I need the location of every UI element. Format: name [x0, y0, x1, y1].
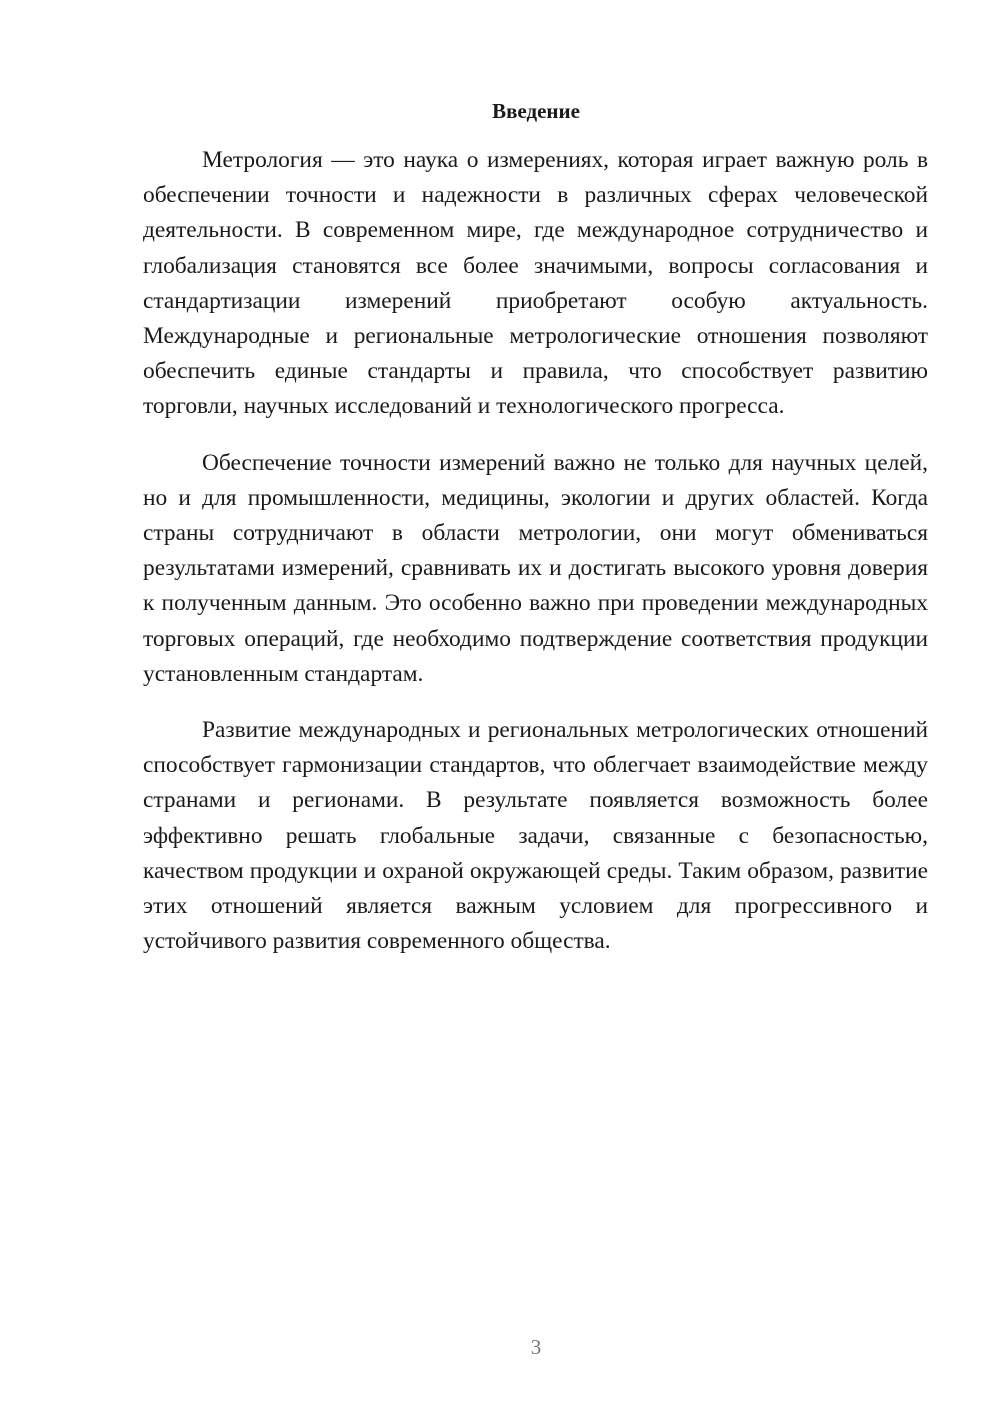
paragraph-1: Метрология — это наука о измерениях, которая играет важную роль в обеспечении точности и надежности в различных сферах человеческой деятельности. В современном мире, где международное сотрудничество и глобализация становятся все более значимыми, вопросы согласования и стандартизации измерений приобретают особую актуальность. Международные и региональные метрологические отношения позволяют обеспечить единые стандарты и правила, что способствует развитию торговли, научных исследований и технологического прогресса.: [143, 147, 928, 420]
paragraph-3: Развитие международных и региональных метрологических отношений способствует гармонизации стандартов, что облегчает взаимодействие между странами и регионами. В результате появляется возможность более эффективно решать глобальные задачи, связанные с безопасностью, качеством продукции и охраной окружающей среды. Таким образом, развитие этих отношений является важным условием для прогрессивного и устойчивого развития современного общества.: [143, 717, 928, 955]
page-number: 3: [530, 1335, 542, 1359]
paragraph-2: Обеспечение точности измерений важно не только для научных целей, но и для промышленности, медицины, экологии и других областей. Когда страны сотрудничают в области метрологии, они могут обмениваться результатами измерений, сравнивать их и достигать высокого уровня доверия к полученным данным. Это особенно важно при проведении международных торговых операций, где необходимо подтверждение соответствия продукции установленным стандартам.: [143, 449, 928, 687]
page-title: Введение: [492, 99, 580, 123]
document-body: [143, 143, 928, 980]
